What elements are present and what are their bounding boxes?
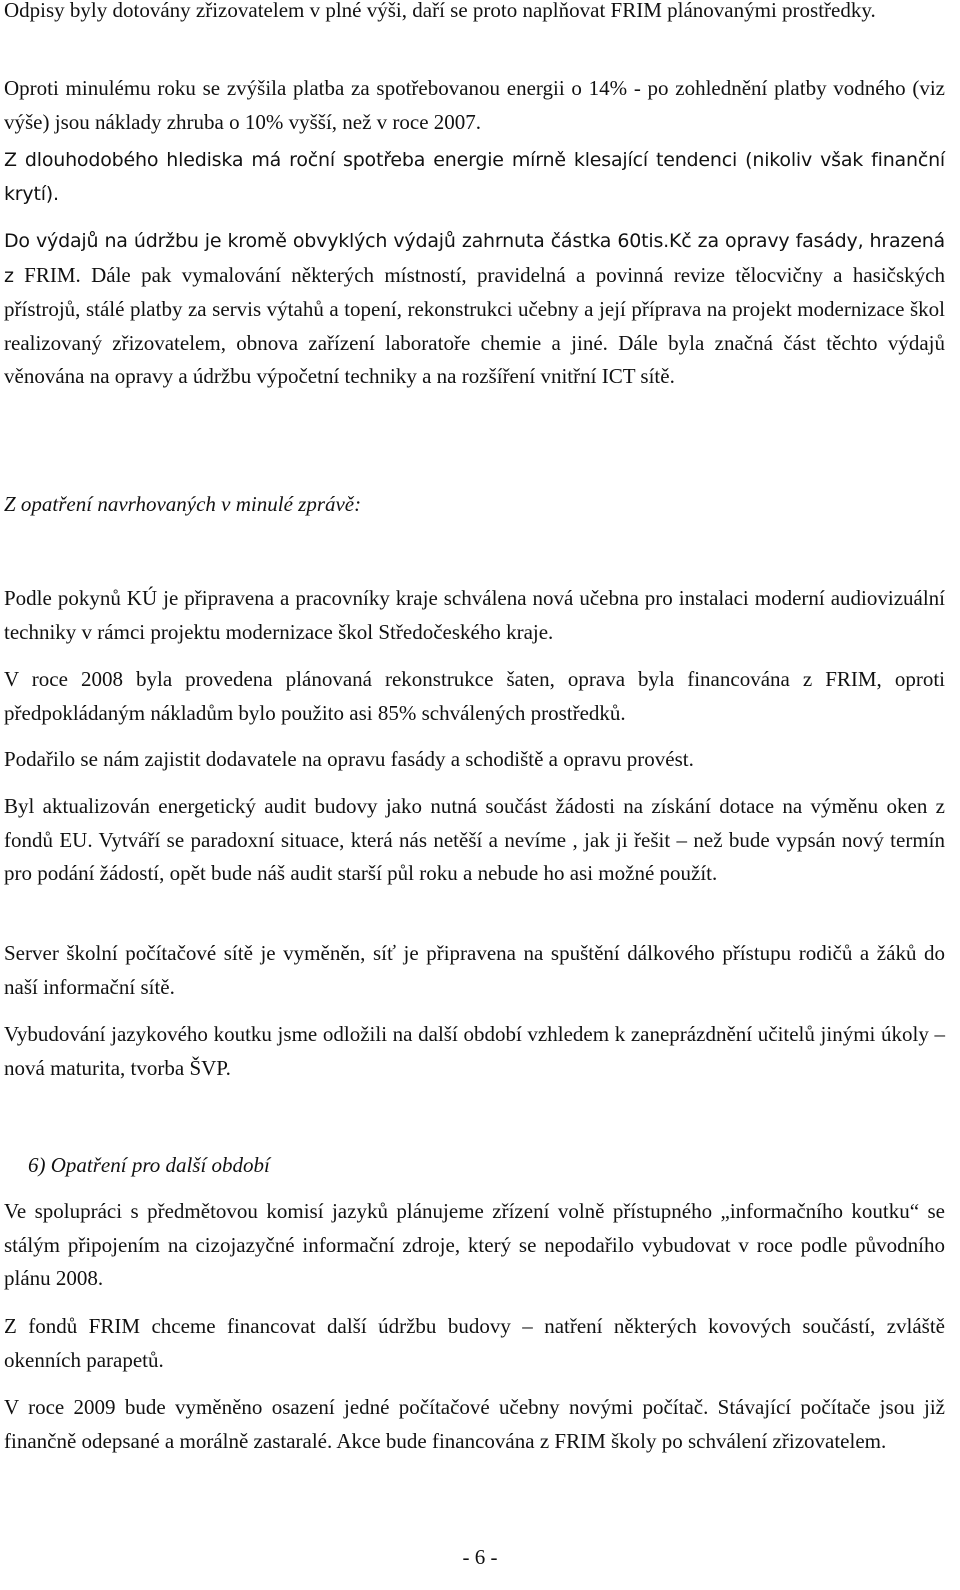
paragraph-locker-rooms: V roce 2008 byla provedena plánovaná rekonstrukce šaten, oprava byla financována z FRIM, oproti předpokládaným nákladům bylo použito asi 85% schválených prostředků. [4, 667, 945, 725]
paragraph-maintenance [4, 224, 945, 394]
paragraph-info-corner: Ve spolupráci s předmětovou komisí jazyků plánujeme zřízení volně přístupného „informačního koutku“ se stálým připojením na cizojazyčné informační zdroje, který se nepodařilo vybudovat v roce podle původního plánu 2008. [4, 1199, 945, 1290]
paragraph-energy-trend: Z dlouhodobého hlediska má roční spotřeba energie mírně klesající tendenci (nikoliv však finanční krytí). [4, 149, 945, 205]
heading-next-measures: 6) Opatření pro další období [28, 1153, 270, 1177]
paragraph-computer-lab: V roce 2009 bude vyměněno osazení jedné počítačové učebny novými počítač. Stávající počítače jsou již finančně odepsané a morálně zastaralé. Akce bude financována z FRIM školy po schválení zřizovatelem. [4, 1395, 945, 1453]
paragraph-subsidies: Odpisy byly dotovány zřizovatelem v plné výši, daří se proto naplňovat FRIM plánovanými prostředky. [4, 0, 876, 22]
maintenance-text-part1: Do výdajů na údržbu je kromě obvyklých výdajů zahrnuta částka 60tis.Kč za opravy fasády, hrazená z [4, 230, 945, 287]
paragraph-facade: Podařilo se nám zajistit dodavatele na opravu fasády a schodiště a opravu provést. [4, 747, 694, 771]
paragraph-energy-audit: Byl aktualizován energetický audit budovy jako nutná součást žádosti na získání dotace na výměnu oken z fondů EU. Vytváří se paradoxní situace, která nás netěší a nevíme , jak ji řešit – než bude vypsán nový termín pro podání žádostí, opět bude náš audit starší půl roku a nebude ho asi možné použít. [4, 794, 945, 885]
paragraph-energy-costs: Oproti minulému roku se zvýšila platba za spotřebovanou energii o 14% - po zohlednění platby vodného (viz výše) jsou náklady zhruba o 10% vyšší, než v roce 2007. [4, 76, 945, 134]
page-number: - 6 - [462, 1545, 498, 1569]
paragraph-frim-funds: Z fondů FRIM chceme financovat další údržbu budovy – natření některých kovových součástí, zvláště okenních parapetů. [4, 1314, 945, 1372]
paragraph-classroom: Podle pokynů KÚ je připravena a pracovníky kraje schválena nová učebna pro instalaci moderní audiovizuální techniky v rámci projektu modernizace škol Středočeského kraje. [4, 586, 945, 644]
paragraph-server: Server školní počítačové sítě je vyměněn, síť je připravena na spuštění dálkového přístupu rodičů a žáků do naší informační sítě. [4, 941, 945, 999]
maintenance-text-part2: FRIM. Dále pak vymalování některých místností, pravidelná a povinná revize tělocvičny a hasičských přístrojů, stálé platby za servis výtahů a topení, rekonstrukci učebny a její příprava na projekt modernizace škol realizovaný zřizovatelem, obnova zařízení laboratoře chemie a jiné. Dále byla značná část těchto výdajů věnována na opravy a údržbu výpočetní techniky a na rozšíření vnitřní ICT sítě. [4, 262, 945, 388]
heading-previous-measures: Z opatření navrhovaných v minulé zprávě: [4, 492, 362, 516]
paragraph-language-corner: Vybudování jazykového koutku jsme odložili na další období vzhledem k zaneprázdnění učitelů jinými úkoly – nová maturita, tvorba ŠVP. [4, 1022, 945, 1080]
